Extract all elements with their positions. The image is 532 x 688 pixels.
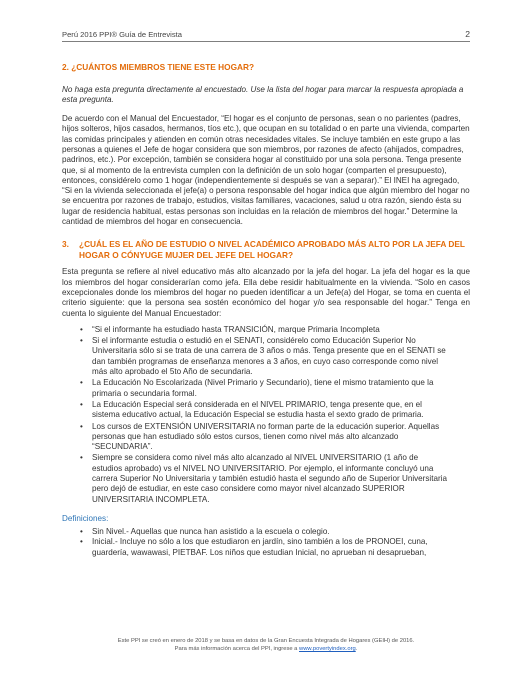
- footer-prefix: Para más información acerca del PPI, ingrese a: [174, 646, 300, 652]
- footer-line-1: Este PPI se creó en enero de 2018 y se basa en datos de la Gran Encuesta Integrada de Hogares (GEIH) de 2016.: [117, 638, 415, 644]
- footer-suffix: .: [355, 646, 358, 652]
- section-3-paragraph: Esta pregunta se refiere al nivel educativo más alto alcanzado por la jefa del hogar. La jefa del hogar es la que los miembros del hogar considerarían como jefa. Ella debe residir habitualmente en la vivienda. “Solo en casos excepcionales donde los miembros del hogar no pueden identificar a un Jefe(a) del Hogar, se toma en cuenta el criterio siguiente: que la persona sea sostén económico del hogar y/o sea responsable del hogar.” Tenga en cuenta lo siguiente del Manual Encuestador:: [62, 267, 470, 318]
- list-item: • Inicial.- Incluye no sólo a los que estudiaron en jardín, sino también a los de PRONOEI, cuna, guardería, wawawasi, PIETBAF. Los niños que estudian Inicial, no aprueban ni desaprueban,: [62, 537, 470, 558]
- manual-rules-list: [62, 325, 470, 505]
- footer-line-2: [62, 645, 470, 653]
- list-item: • Sin Nivel.- Aquellas que nunca han asistido a la escuela o colegio.: [62, 527, 470, 537]
- list-item: • La Educación Especial será considerada en el NIVEL PRIMARIO, tenga presente que, en el sistema educativo actual, la Educación Especial se estudia hasta el sexto grado de primaria.: [62, 400, 470, 421]
- section-3-heading: [62, 239, 470, 260]
- section-2-paragraph: De acuerdo con el Manual del Encuestador, “El hogar es el conjunto de personas, sean o no parientes (padres, hijos solteros, hijos casados, hermanos, tíos etc.), que ocupan en su totalidad o en parte una vivienda, comparten las comidas principales y atienden en común otras necesidades vitales. Se incluye también en este grupo a las personas a quienes el Jefe de hogar considera que son miembros, por razones de afecto (ahijados, compadres, padrinos, etc.). Por excepción, también se considera hogar al constituido por una sola persona. Tenga presente que, si al momento de la entrevista cumplen con la definición de un solo hogar (comparten el presupuesto), entonces, considérelo como 1 hogar (independientemente si después se van a separar).” El INEI ha agregado, “Si en la vivienda seleccionada el jefe(a) o persona responsable del hogar indica que algún miembro del hogar no se encuentra por razones de trabajo, estudios, visitas familiares, vacaciones, salud u otra razón, siendo ésta su lugar de residencia habitual, estas personas son incluidas en la relación de miembros del hogar.” Determine la cantidad de miembros del hogar en consecuencia.: [62, 114, 470, 227]
- definitions-list: [62, 527, 470, 558]
- page-footer: [62, 637, 470, 653]
- page-header: [62, 30, 470, 42]
- section-2-heading: 2. ¿CUÁNTOS MIEMBROS TIENE ESTE HOGAR?: [62, 62, 255, 72]
- list-item: • La Educación No Escolarizada (Nivel Primario y Secundario), tiene el mismo tratamiento que la primaria o secundaria formal.: [62, 378, 470, 399]
- document-body: [62, 56, 470, 558]
- list-item: • Los cursos de EXTENSIÓN UNIVERSITARIA no forman parte de la educación superior. Aquellas personas que han estudiado sólo estos cursos, tienen como nivel más alto alcanzado “SECUNDARIA”.: [62, 422, 470, 453]
- list-item: • Si el informante estudia o estudió en el SENATI, considérelo como Educación Superior No Universitaria sólo si se trata de una carrera de 3 años o más. Tenga presente que en el SENATI se dan también programas de enseñanza menores a 3 años, en cuyo caso corresponde como nivel más alto aprobado el 5to Año de secundaria.: [62, 336, 470, 377]
- list-item: • “Si el informante ha estudiado hasta TRANSICIÓN, marque Primaria Incompleta: [62, 325, 470, 335]
- page-number: 2: [465, 29, 470, 39]
- list-item: • Siempre se considera como nivel más alto alcanzado al NIVEL UNIVERSITARIO (1 año de estudios aprobado) vs el NIVEL NO UNIVERSITARIO. Por ejemplo, el informante concluyó una carrera Superior No Universitaria y también estudió hasta el segundo año de Superior Universitaria pero dejó de estudiar, en este caso considere como mayor nivel alcanzado SUPERIOR UNIVERSITARIA INCOMPLETA.: [62, 453, 470, 504]
- definitions-heading: Definiciones:: [62, 513, 109, 523]
- section-3-number: 3.: [62, 239, 69, 250]
- povertyindex-link[interactable]: www.povertyindex.org: [299, 646, 356, 652]
- section-3-title: ¿CUÁL ES EL AÑO DE ESTUDIO O NIVEL ACADÉMICO APROBADO MÁS ALTO POR LA JEFA DEL HOGAR O CÓNYUGE MUJER DEL JEFE DEL HOGAR?: [79, 239, 465, 260]
- section-2-instruction: No haga esta pregunta directamente al encuestado. Use la lista del hogar para marcar la respuesta apropiada a esta pregunta.: [62, 84, 464, 104]
- header-title: Perú 2016 PPI® Guía de Entrevista: [62, 30, 182, 39]
